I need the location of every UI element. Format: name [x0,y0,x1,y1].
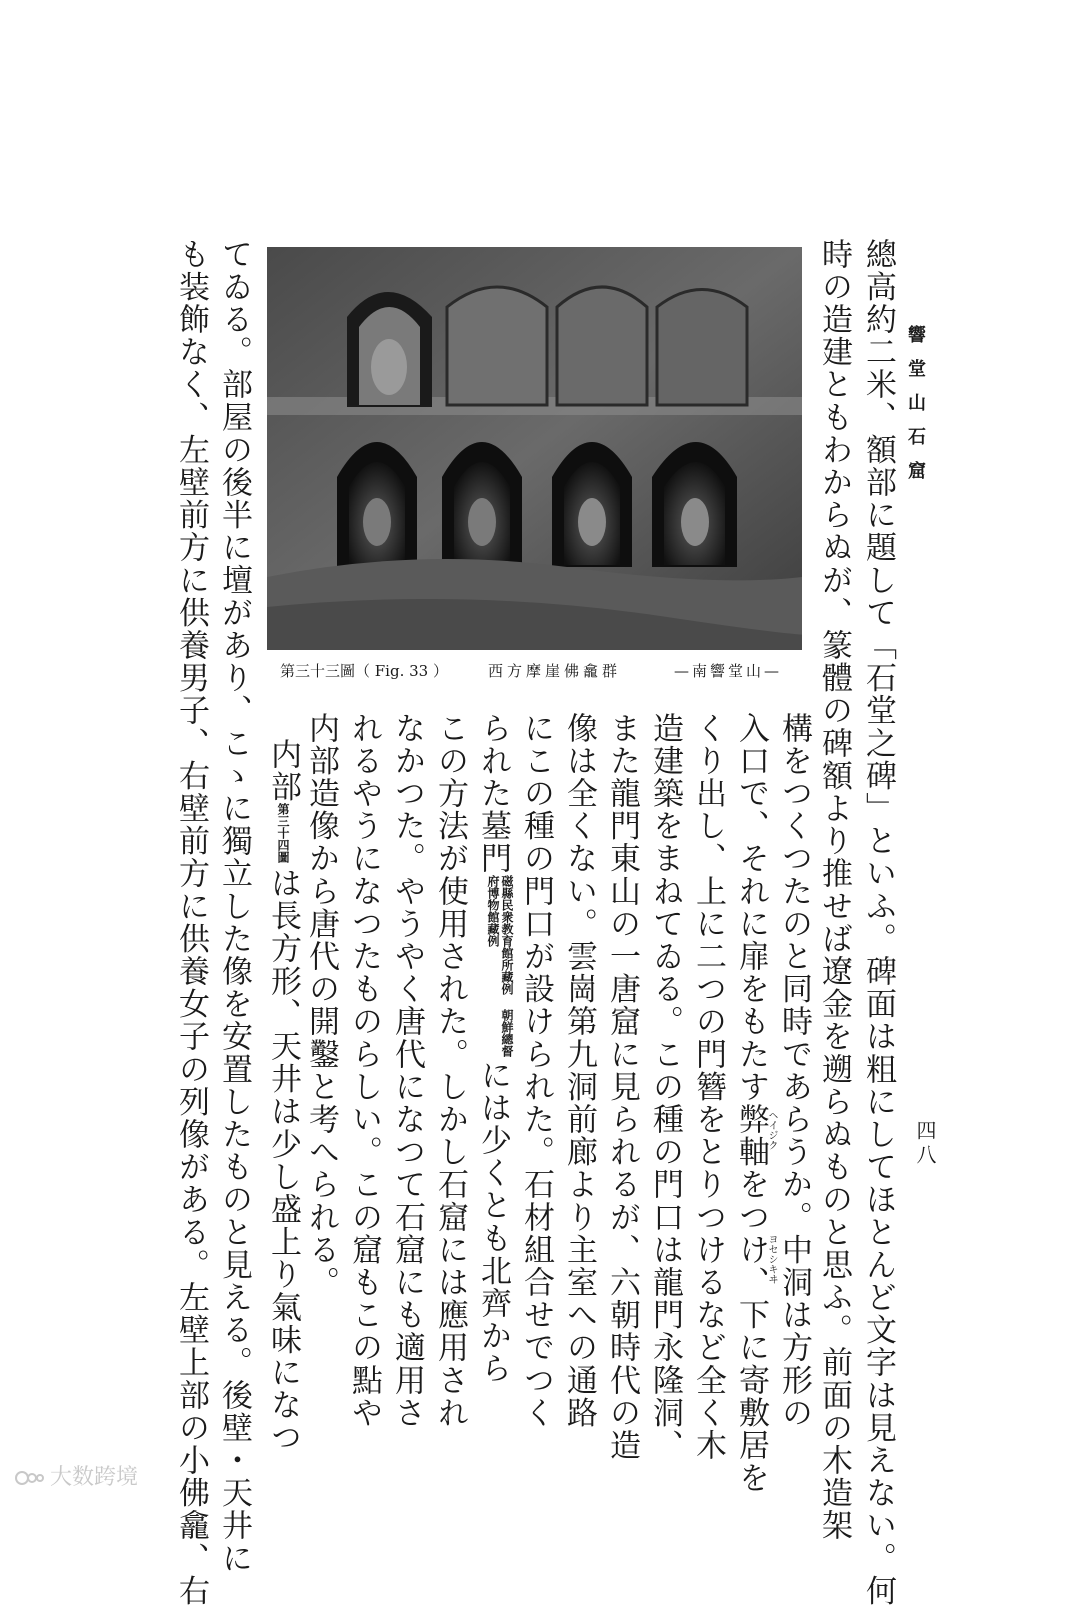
lower-column-5: また龍門東山の一唐窟に見られるが、六朝時代の造 [604,712,640,1462]
lower-column-3: くり出し、上に二つの門簪をとりつけるなど全く木 [690,712,726,1462]
page-number: 四八 [913,1120,937,1168]
figure-caption-title: 西方摩崖佛龕群 [488,662,622,680]
figure-caption [280,660,800,690]
body-column-1: 總高約二米、額部に題して「石堂之碑」といふ。碑面は粗にしてほとんど文字は見えない。何 [860,238,896,1607]
watermark-text: 大数跨境 [50,1465,139,1490]
ruby-word-heijiku: 弊軸 [733,1103,769,1169]
lower-column-2: 入口で、それに扉をもたす弊軸をつけ、下に寄敷居を [733,712,769,1495]
watermark-logo-icon [14,1467,44,1489]
body-column-2: 時の造建ともわからぬが、篆體の碑額より推せば遼金を遡らぬものと思ふ。前面の木造架 [816,238,852,1542]
running-title: 響堂山石窟 [905,325,926,495]
lower-column-4: 造建築をまねてゐる。この種の門口は龍門永隆洞、 [647,712,683,1462]
left-column-1: てゐる。部屋の後半に壇があり、こゝに獨立した像を安置したものと見える。後壁・天井に [216,238,252,1575]
inline-note-tomb-gate: 磁縣民衆教育館所藏例 朝鮮總督府博物館藏例 [486,875,514,1057]
ruby-word-yoseshikii: 寄敷居 [733,1364,769,1462]
inline-note-fig34: 第三十四圖 [276,803,290,864]
figure-caption-location: —南響堂山— [674,662,783,680]
lower-column-7: にこの種の門口が設けられた。石材組合せでつく [518,712,554,1430]
lower-column-12: 内部造像から唐代の開鑿と考へられる。 [303,712,339,1299]
lower-column-10: なかつた。やうやく唐代になつて石窟にも適用さ [389,712,425,1430]
left-column-2: も装飾なく、左壁前方に供養男子、右壁前方に供養女子の列像がある。左壁上部の小佛龕、右 [173,238,209,1607]
watermark [14,1460,138,1491]
figure-photo [267,247,802,650]
lower-column-1: 構をつくつたのと同時であらうか。中洞は方形の [776,712,812,1430]
lower-column-11: れるやうになつたものらしい。この窟もこの點や [346,712,382,1430]
figure-caption-number: 第三十三圖（ Fig. 33 ） [280,662,448,680]
ruby-yoseshikii: ヨセシキヰ [766,1234,777,1284]
lower-column-13: 内部第三十四圖は長方形、天井は少し盛上り氣味になつ [262,738,298,1454]
lower-column-6: 像は全くない。雲崗第九洞前廊より主室への通路 [561,712,597,1430]
ruby-heijiku: ヘイジク [766,1110,777,1150]
lower-column-9: この方法が使用された。しかし石窟には應用され [432,712,468,1430]
lower-column-8: られた墓門磁縣民衆教育館所藏例 朝鮮總督府博物館藏例には少くとも北齊から [475,712,514,1385]
